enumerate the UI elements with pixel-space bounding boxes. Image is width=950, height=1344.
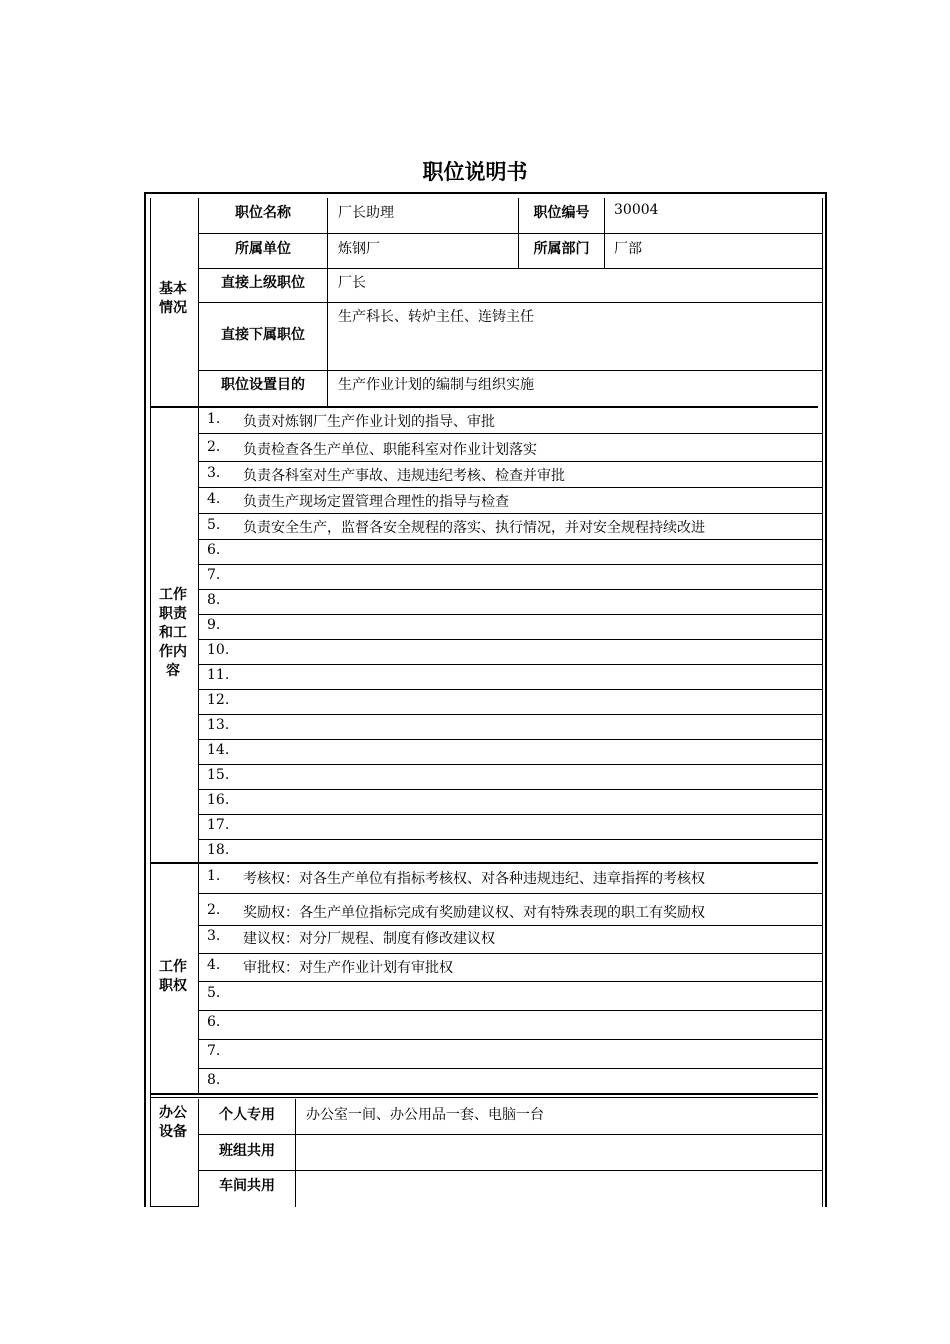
section-label-line: 和工 [159, 625, 187, 641]
section-label-line: 容 [166, 663, 180, 679]
purpose-label: 职位设置目的 [221, 377, 305, 393]
duty-number: 18. [207, 842, 230, 858]
authority-number: 4. [207, 957, 221, 973]
form-inner-left-border [150, 198, 151, 1207]
superior-label: 直接上级职位 [221, 275, 305, 291]
authority-text: 建议权：对分厂规程、制度有修改建议权 [243, 931, 495, 947]
section-label-line: 基本 [159, 281, 187, 297]
section-label-line: 工作 [159, 587, 187, 603]
duty-number: 5. [207, 517, 221, 533]
subordinate-value: 生产科长、转炉主任、连铸主任 [338, 309, 534, 325]
position-code-label: 职位编号 [533, 205, 590, 221]
duty-number: 2. [207, 439, 221, 455]
department-value: 厂部 [614, 241, 642, 257]
section-label-equipment [151, 1104, 195, 1142]
document-title: 职位说明书 [422, 160, 528, 184]
section-divider-double [151, 1097, 818, 1098]
authority-number: 1. [207, 868, 221, 884]
department-label: 所属部门 [533, 241, 590, 257]
duty-number: 4. [207, 491, 221, 507]
section-label-duties [151, 586, 195, 681]
form-inner-right-border [822, 198, 823, 1207]
duty-text: 负责生产现场定置管理合理性的指导与检查 [243, 494, 509, 510]
authority-text: 考核权：对各生产单位有指标考核权、对各种违规违纪、违章指挥的考核权 [243, 871, 705, 887]
section-label-authority [151, 958, 195, 996]
section-label-line: 职权 [159, 978, 187, 994]
duty-number: 10. [207, 642, 230, 658]
section-label-line: 情况 [159, 300, 187, 316]
duty-text: 负责对炼钢厂生产作业计划的指导、审批 [243, 414, 495, 430]
section-divider [151, 1093, 818, 1095]
authority-number: 5. [207, 985, 221, 1001]
duty-text: 负责安全生产，监督各安全规程的落实、执行情况，并对安全规程持续改进 [243, 520, 705, 536]
duty-text: 负责各科室对生产事故、违规违纪考核、检查并审批 [243, 468, 565, 484]
equipment-label-personal: 个人专用 [219, 1107, 275, 1123]
duty-number: 15. [207, 767, 230, 783]
duty-number: 14. [207, 742, 230, 758]
duty-number: 16. [207, 792, 230, 808]
duty-text: 负责检查各生产单位、职能科室对作业计划落实 [243, 442, 537, 458]
duty-number: 7. [207, 567, 221, 583]
section-divider [151, 406, 818, 408]
authority-text: 奖励权：各生产单位指标完成有奖励建议权、对有特殊表现的职工有奖励权 [243, 905, 705, 921]
authority-text: 审批权：对生产作业计划有审批权 [243, 960, 453, 976]
purpose-value: 生产作业计划的编制与组织实施 [338, 377, 534, 393]
section-label-line: 办公 [159, 1105, 187, 1121]
duty-number: 17. [207, 817, 230, 833]
duty-number: 12. [207, 692, 230, 708]
section-label-line: 职责 [159, 606, 187, 622]
duty-number: 9. [207, 617, 221, 633]
form-outer-border [144, 192, 827, 1207]
authority-number: 3. [207, 928, 221, 944]
section-divider [151, 862, 818, 864]
equipment-value-personal: 办公室一间、办公用品一套、电脑一台 [306, 1107, 544, 1123]
position-code-value: 30004 [614, 202, 659, 218]
duty-number: 13. [207, 717, 230, 733]
unit-value: 炼钢厂 [338, 241, 380, 257]
duty-number: 8. [207, 592, 221, 608]
authority-number: 6. [207, 1014, 221, 1030]
section-label-line: 设备 [159, 1124, 187, 1140]
section-label-line: 作内 [159, 644, 187, 660]
position-name-value: 厂长助理 [338, 205, 394, 221]
authority-number: 2. [207, 902, 221, 918]
superior-value: 厂长 [338, 275, 366, 291]
section-label-basic [151, 280, 195, 318]
authority-number: 8. [207, 1072, 221, 1088]
duty-number: 3. [207, 465, 221, 481]
section-label-line: 工作 [159, 959, 187, 975]
duty-number: 1. [207, 411, 221, 427]
position-name-label: 职位名称 [235, 205, 291, 221]
duty-number: 6. [207, 542, 221, 558]
equipment-label-workshop: 车间共用 [219, 1178, 275, 1194]
duty-number: 11. [207, 667, 230, 683]
subordinate-label: 直接下属职位 [221, 327, 305, 343]
authority-number: 7. [207, 1043, 221, 1059]
unit-label: 所属单位 [235, 241, 291, 257]
equipment-label-team: 班组共用 [219, 1143, 275, 1159]
